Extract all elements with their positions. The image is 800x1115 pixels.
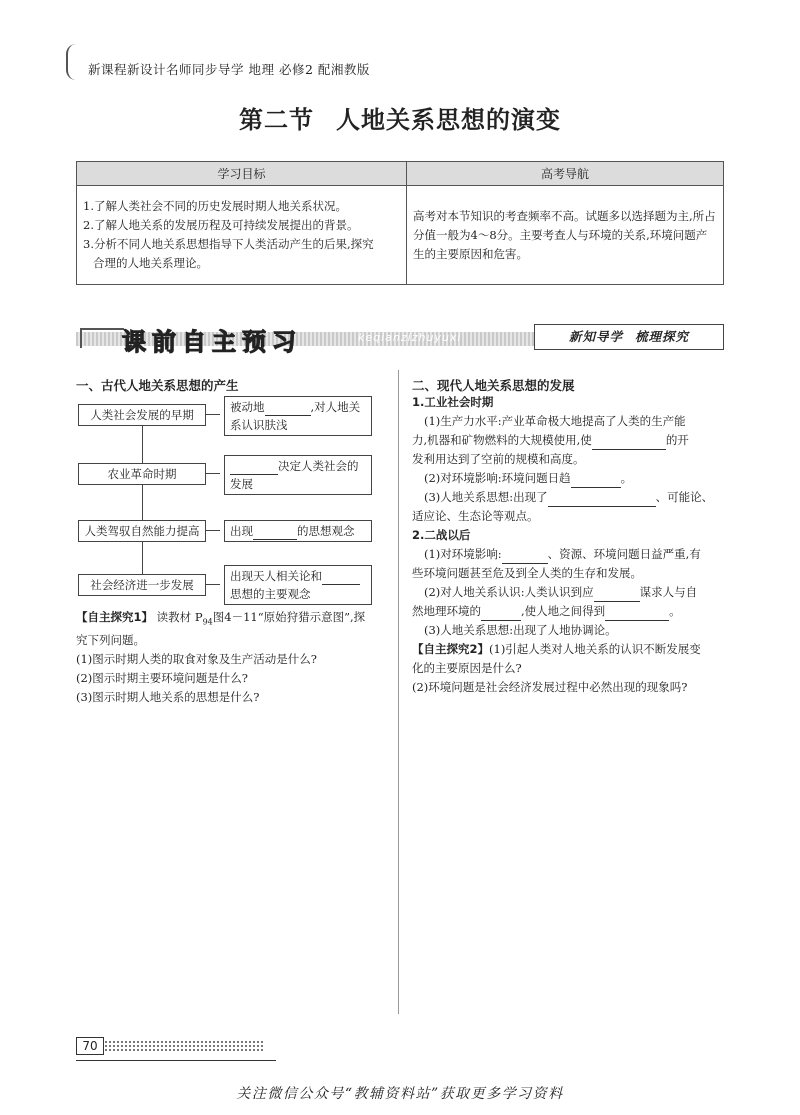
fill-blank[interactable] [592,436,666,450]
page-number: 70 [76,1037,104,1055]
fill-blank[interactable] [253,526,297,540]
para-line: (3)人地关系思想:出现了人地协调论。 [424,623,617,637]
right-section-heading: 二、现代人地关系思想的发展 [412,378,575,393]
lesson-title [0,100,800,135]
fill-blank[interactable] [605,607,669,621]
exam-guide-header: 高考导航 [407,162,724,186]
para-line: (1)生产力水平:产业革命极大地提高了人类的生产能 [424,414,686,428]
goals-cell [77,186,407,285]
explore-1 [76,608,388,707]
section-banner [76,322,724,354]
question-text: (1)引起人类对人地关系的认识不断发展变 [489,642,701,656]
desc-text: 系认识肤浅 [230,418,288,432]
explore-text: 图4－11“原始狩猎示意图”,探 [212,610,366,624]
explore-tag: 【自主探究1】 [76,610,154,624]
flow-arrow-line [142,484,143,520]
desc-box [224,565,372,605]
desc-text: 出现天人相关论和 [230,569,322,583]
desc-text: 决定人类社会的 [278,459,359,473]
fill-blank[interactable] [571,474,621,488]
banner-tag: 新知导学 [568,329,623,344]
para-text: (3)人地关系思想:出现了 [424,490,548,504]
para-line: 适应论、生态论等观点。 [412,509,539,523]
fill-blank[interactable] [481,607,521,621]
fill-blank[interactable] [502,550,548,564]
page-ref-subscript: 94 [202,617,213,627]
desc-text: ,对人地关 [310,400,361,414]
question-item: (2)图示时期主要环境问题是什么? [76,671,248,686]
fill-blank[interactable] [322,571,360,585]
fill-blank[interactable] [594,588,640,602]
desc-text: 发展 [230,477,253,491]
connector-line [206,473,220,474]
banner-title: 课前自主预习 [122,328,302,356]
question-text: 化的主要原因是什么? [412,661,522,675]
goal-item: 2.了解人地关系的发展历程及可持续发展提出的背景。 [83,218,359,232]
page-rule [76,1060,276,1061]
connector-line [206,530,220,531]
goal-item: 1.了解人类社会不同的历史发展时期人地关系状况。 [83,199,347,213]
sub-heading: 2.二战以后 [412,528,471,542]
para-text: 力,机器和矿物燃料的大规模使用,使 [412,433,592,447]
header-curve-decoration [66,44,80,80]
para-text: 、资源、环境问题日益严重,有 [547,547,701,561]
lesson-section: 第二节 [239,105,314,134]
question-item: (3)图示时期人地关系的思想是什么? [76,690,260,705]
desc-text: 被动地 [230,400,265,414]
left-section-heading: 一、古代人地关系思想的产生 [76,378,239,393]
desc-box [224,520,372,542]
series-header: 新课程新设计名师同步导学 地理 必修2 配湘教版 [88,62,370,77]
para-line: 发利用达到了空前的规模和高度。 [412,452,585,466]
banner-pinyin: keqianzizhuyuxi [358,331,462,344]
exam-guide-cell: 高考对本节知识的考查频率不高。试题多以选择题为主,所占分值一般为4～8分。主要考查人与环境的关系,环境问题产生的主要原因和危害。 [407,186,724,285]
banner-tag: 梳理探究 [635,329,690,344]
fill-blank[interactable] [265,402,311,416]
stage-box: 人类社会发展的早期 [78,404,206,426]
fill-blank[interactable] [230,461,278,475]
para-text: ,使人地之间得到 [521,604,606,618]
para-text: 然地理环境的 [412,604,481,618]
right-content [412,393,726,697]
sub-heading: 1.工业社会时期 [412,395,494,409]
explore-text: 究下列问题。 [76,633,145,648]
banner-corner-decoration [80,328,124,348]
para-text: 的开 [665,433,689,447]
fill-blank[interactable] [548,493,656,507]
goals-table [76,161,724,285]
para-text: 谋求人与自 [639,585,698,599]
para-text: (1)对环境影响: [424,547,502,561]
flow-arrow-line [142,541,143,574]
footer-note: 关注微信公众号“教辅资料站”获取更多学习资料 [236,1086,564,1102]
para-line: 些环境问题甚至危及到全人类的生存和发展。 [412,566,642,580]
desc-box [224,455,372,495]
flow-arrow-line [142,425,143,463]
desc-text: 思想的主要观念 [230,587,311,601]
banner-tags [534,324,724,350]
explore-text: 读教材 P [156,610,203,624]
stage-box: 农业革命时期 [78,463,206,485]
lesson-name: 人地关系思想的演变 [336,105,561,134]
question-item: (1)图示时期人类的取食对象及生产活动是什么? [76,652,317,667]
goal-item: 合理的人地关系理论。 [93,256,208,270]
goal-item: 3.分析不同人地关系思想指导下人类活动产生的后果,探究 [83,237,374,251]
desc-box [224,396,372,436]
explore-tag: 【自主探究2】 [412,642,490,656]
column-divider [398,370,399,1014]
question-text: (2)环境问题是社会经济发展过程中必然出现的现象吗? [412,680,688,694]
para-text: 。 [669,604,681,618]
para-text: 、可能论、 [655,490,714,504]
connector-line [206,414,220,415]
para-text: 。 [620,471,633,485]
stage-box: 人类驾驭自然能力提高 [78,520,206,542]
para-text: (2)对环境影响:环境问题日趋 [424,471,571,485]
para-text: (2)对人地关系认识:人类认识到应 [424,585,594,599]
desc-text: 的思想观念 [297,524,355,538]
connector-line [206,584,220,585]
stage-box: 社会经济进一步发展 [78,574,206,596]
goals-header: 学习目标 [77,162,407,186]
desc-text: 出现 [230,524,253,538]
page-dots-decoration [104,1040,264,1052]
